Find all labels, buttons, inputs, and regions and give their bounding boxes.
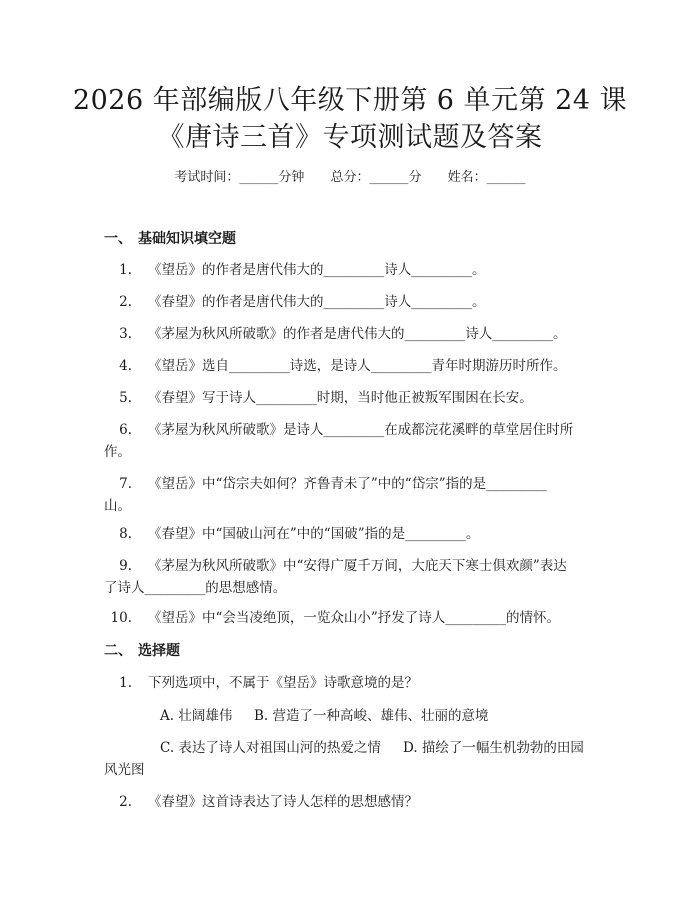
question-number: 9. — [119, 558, 132, 574]
question-text: 下列选项中，不属于《望岳》诗歌意境的是？ — [148, 675, 418, 691]
option-d-continued: 风光图 — [104, 762, 145, 778]
question-number: 2. — [119, 794, 132, 810]
question-text: 《望岳》中“会当凌绝顶，一览众山小”抒发了诗人_________的情怀。 — [148, 610, 561, 626]
question-item — [104, 387, 594, 409]
question-item — [104, 323, 594, 345]
question-item — [104, 291, 594, 313]
question-text: 《春望》的作者是唐代伟大的_________诗人_________。 — [148, 294, 486, 310]
total-score: 总分：______分 — [330, 170, 422, 185]
question-number: 5. — [119, 390, 132, 406]
question-number: 7. — [119, 476, 132, 492]
option-b: B. 营造了一种高峻、雄伟、壮丽的意境 — [254, 708, 489, 724]
section-number: 一、 — [104, 231, 132, 247]
question-item — [104, 791, 594, 813]
question-text: 《茅屋为秋风所破歌》是诗人_________在成都浣花溪畔的草堂居住时所 — [148, 422, 574, 438]
question-number: 8. — [119, 526, 132, 542]
question-text-continued: 了诗人_________的思想感情。 — [104, 580, 287, 596]
question-text: 《望岳》选自_________诗选，是诗人_________青年时期游历时所作。 — [148, 358, 567, 374]
option-d: D. 描绘了一幅生机勃勃的田园 — [403, 740, 584, 756]
question-number: 2. — [119, 294, 132, 310]
question-item — [104, 355, 594, 377]
question-text: 《茅屋为秋风所破歌》的作者是唐代伟大的_________诗人_________。 — [148, 326, 567, 342]
option-c: C. 表达了诗人对祖国山河的热爱之情 — [160, 740, 381, 756]
section-heading-2 — [104, 641, 180, 661]
question-item — [104, 259, 594, 281]
question-text-continued: 作。 — [104, 444, 131, 460]
question-number: 10. — [110, 610, 132, 626]
question-item — [104, 672, 594, 694]
option-a: A. 壮阔雄伟 — [160, 708, 233, 724]
title-line-2: 《唐诗三首》专项测试题及答案 — [157, 122, 543, 153]
question-number: 1. — [119, 262, 132, 278]
question-text: 《茅屋为秋风所破歌》中“安得广厦千万间，大庇天下寒士俱欢颜”表达 — [148, 558, 567, 574]
title-line-1: 2026 年部编版八年级下册第 6 单元第 24 课 — [72, 85, 628, 116]
question-item — [104, 555, 594, 599]
exam-info — [0, 169, 700, 187]
question-text: 《望岳》中“岱宗夫如何？齐鲁青未了”中的“岱宗”指的是_________ — [148, 476, 547, 492]
question-text-continued: 山。 — [104, 498, 131, 514]
exam-time: 考试时间：______分钟 — [174, 170, 305, 185]
question-text: 《望岳》的作者是唐代伟大的_________诗人_________。 — [148, 262, 486, 278]
question-number: 3. — [119, 326, 132, 342]
student-name: 姓名：______ — [447, 170, 526, 185]
section-title: 基础知识填空题 — [138, 231, 236, 247]
question-text: 《春望》中“国破山河在”中的“国破”指的是_________。 — [148, 526, 480, 542]
question-number: 6. — [119, 422, 132, 438]
question-item — [104, 607, 594, 629]
question-item — [104, 523, 594, 545]
question-text: 《春望》写于诗人_________时期，当时他正被叛军围困在长安。 — [148, 390, 533, 406]
question-text: 《春望》这首诗表达了诗人怎样的思想感情？ — [148, 794, 418, 810]
section-heading-1 — [104, 229, 236, 249]
section-number: 二、 — [104, 643, 132, 659]
question-number: 4. — [119, 358, 132, 374]
question-item — [104, 473, 594, 517]
question-number: 1. — [119, 675, 132, 691]
question-item — [104, 419, 594, 463]
section-title: 选择题 — [138, 643, 180, 659]
